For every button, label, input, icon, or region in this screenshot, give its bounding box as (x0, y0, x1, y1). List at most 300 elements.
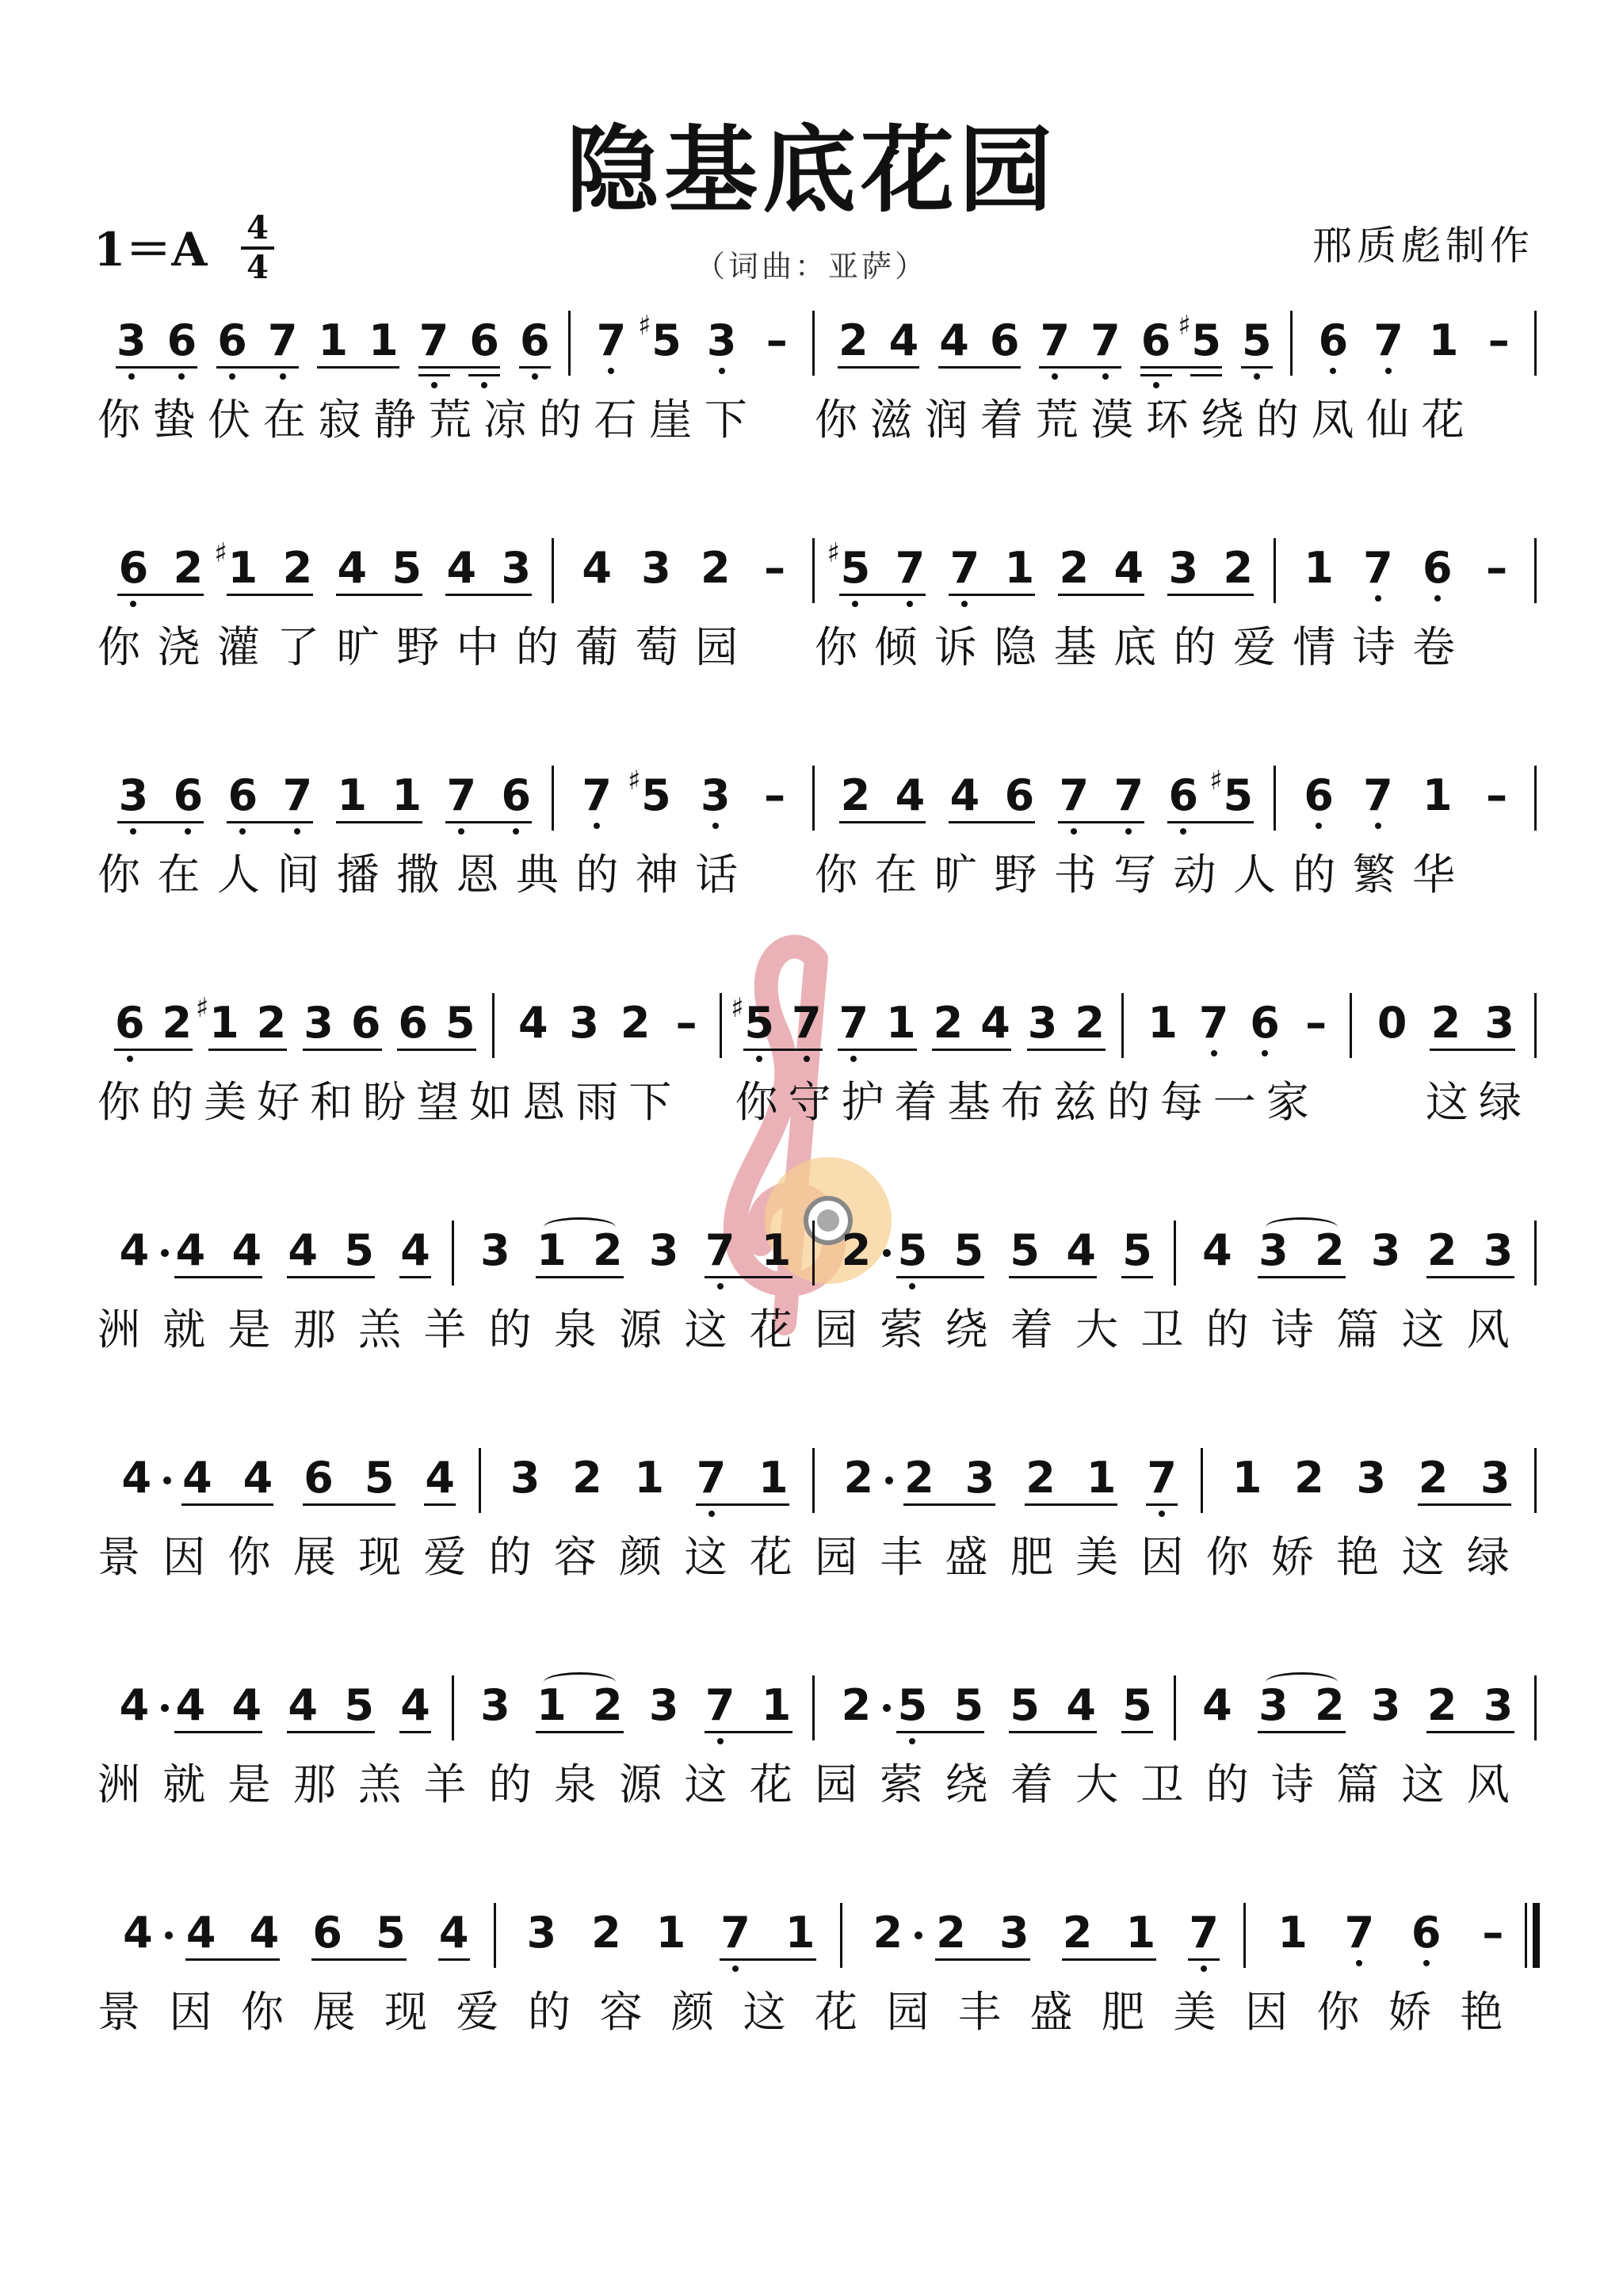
underline-beam-second (418, 374, 450, 376)
lyric-char: 绕 (945, 1305, 988, 1354)
underline-beam (838, 1049, 917, 1051)
note-digit: 2 (933, 998, 964, 1048)
underline-beam (227, 594, 313, 596)
lower-octave-dot (1071, 828, 1077, 835)
dash-extension: – (1486, 543, 1508, 593)
lyric-char: 恩 (522, 1077, 566, 1127)
note-digit: 1 (1304, 543, 1334, 593)
lyric-char: 篇 (1336, 1305, 1380, 1354)
note-digit: 6 (114, 998, 145, 1048)
lyric-char: 基 (1053, 622, 1097, 672)
note-digit: 2 (1059, 543, 1090, 593)
underline-beam (287, 1731, 375, 1733)
lyric-char: 大 (1075, 1759, 1119, 1809)
underline-beam (705, 1276, 792, 1278)
note-digit: 3 (700, 770, 731, 820)
lyric-char: 展 (292, 1532, 336, 1582)
note-digit: 5 (344, 1680, 374, 1730)
lyric-char: 花 (749, 1532, 792, 1582)
note-digit: 4 (185, 1908, 216, 1958)
underline-beam (938, 366, 1021, 369)
lyric-char: 你 (97, 395, 140, 445)
lyric-char: 情 (1293, 622, 1336, 672)
lyric-char: 恩 (456, 850, 499, 900)
note-digit: 3 (116, 315, 147, 365)
note-digit: 7 (1090, 315, 1121, 365)
note-digit: 3 (1027, 998, 1058, 1048)
lower-octave-dot (513, 828, 519, 835)
note-digit: 1 (1232, 1453, 1262, 1503)
lower-octave-dot (907, 601, 913, 607)
note-digit: 5 (1191, 315, 1221, 365)
note-digit: 1 (1428, 315, 1459, 365)
underline-beam (287, 1276, 375, 1278)
lyric-char: 花 (1421, 395, 1465, 445)
note-digit: 4 (242, 1453, 273, 1503)
note-digit: 4 (182, 1453, 212, 1503)
underline-beam (1426, 1731, 1514, 1733)
underline-beam (336, 594, 422, 596)
underline-beam (720, 1958, 816, 1961)
lyric-char: 是 (227, 1759, 271, 1809)
underline-beam (932, 1049, 1011, 1051)
lower-octave-dot (1153, 382, 1159, 388)
note-digit: 2 (282, 543, 313, 593)
lyric-char: 的 (528, 1987, 571, 2037)
note-digit: 4 (121, 1453, 152, 1503)
slur-arc (1266, 1672, 1338, 1692)
underline-beam (174, 1276, 262, 1278)
note-digit: 4 (175, 1680, 206, 1730)
note-digit: 1 (1277, 1908, 1308, 1958)
lyric-char: 护 (841, 1077, 884, 1127)
lyric-char: 艳 (1336, 1532, 1380, 1582)
barline (452, 1675, 454, 1740)
dash-extension: – (764, 543, 786, 593)
note-digit: 6 (173, 770, 204, 820)
note-digit: 6 (398, 998, 428, 1048)
note-digit: 5 (651, 315, 682, 365)
lower-octave-dot (185, 828, 191, 835)
underline-beam (116, 366, 198, 369)
lyric-char: 雨 (575, 1077, 619, 1127)
note-digit: 3 (1258, 1680, 1289, 1730)
lyric-char: 那 (292, 1759, 336, 1809)
underline-beam (1140, 366, 1223, 369)
lyric-char: 的 (538, 395, 582, 445)
barline (1525, 1903, 1527, 1968)
note-digit: 3 (1370, 1225, 1401, 1275)
lyric-char: 下 (704, 395, 747, 445)
underline-beam (1241, 366, 1273, 369)
note-digit: 1 (785, 1908, 815, 1958)
augmentation-dot (163, 1477, 171, 1484)
note-digit: 3 (304, 998, 334, 1048)
note-digit: 6 (118, 543, 149, 593)
lyric-char: 葡 (575, 622, 619, 672)
sharp-accidental: ♯ (1209, 765, 1223, 797)
lyric-char: 话 (695, 850, 739, 900)
note-digit: 2 (1426, 1680, 1457, 1730)
lyric-char: 在 (262, 395, 306, 445)
barline (1534, 538, 1537, 603)
augmentation-dot (883, 1249, 891, 1257)
barline (1534, 1221, 1537, 1286)
note-digit: 3 (706, 315, 737, 365)
lyric-char: 绿 (1466, 1532, 1510, 1582)
lyric-char: 的 (1205, 1759, 1249, 1809)
lyric-char: 花 (815, 1987, 857, 2037)
lyric-char: 因 (162, 1532, 206, 1582)
lyric-char: 诗 (1270, 1305, 1314, 1354)
lower-octave-dot (850, 1056, 857, 1062)
lyric-char: 这 (684, 1305, 727, 1354)
lyric-char: 神 (635, 850, 678, 900)
lyric-char: 下 (628, 1077, 672, 1127)
note-digit: 6 (1004, 770, 1035, 820)
note-digit: 4 (1202, 1225, 1232, 1275)
barline (1534, 766, 1537, 831)
note-digit: 7 (1147, 1453, 1177, 1503)
note-digit: 1 (318, 315, 349, 365)
lyric-char: 风 (1466, 1305, 1510, 1354)
underline-beam (303, 1049, 382, 1051)
note-digit: 4 (888, 315, 919, 365)
note-digit: 7 (1344, 1908, 1375, 1958)
augmentation-dot (885, 1477, 893, 1484)
lyric-char: 的 (488, 1532, 532, 1582)
note-digit: 2 (256, 998, 287, 1048)
note-digit: 2 (1294, 1453, 1324, 1503)
barline (552, 766, 554, 831)
lyric-char: 大 (1075, 1305, 1119, 1354)
note-digit: 5 (1122, 1225, 1152, 1275)
lower-octave-dot (127, 1056, 133, 1062)
lyric-char: 了 (277, 622, 320, 672)
underline-beam (1146, 1503, 1178, 1506)
lyric-char: 着 (1010, 1305, 1053, 1354)
lyric-char: 你 (815, 622, 857, 672)
barline (720, 993, 722, 1058)
note-digit: 7 (1113, 770, 1144, 820)
underline-beam (418, 366, 501, 369)
note-digit: 5 (897, 1225, 928, 1275)
lyric-char: 丰 (958, 1987, 1001, 2037)
lyric-char: 动 (1173, 850, 1216, 900)
underline-beam (311, 1958, 407, 1961)
lyric-char: 的 (151, 1077, 194, 1127)
note-digit: 6 (350, 998, 381, 1048)
note-digit: 2 (840, 770, 871, 820)
lyric-char: 你 (735, 1077, 778, 1127)
note-digit: 2 (843, 1453, 874, 1503)
lyric-char: 写 (1113, 850, 1157, 900)
underline-beam (1062, 1958, 1157, 1961)
lyric-char: 基 (947, 1077, 991, 1127)
lyric-char: 那 (292, 1305, 336, 1354)
lyric-char: 这 (684, 1532, 727, 1582)
lyric-char: 环 (1145, 395, 1189, 445)
lyric-char: 羊 (423, 1305, 467, 1354)
underline-beam (839, 594, 926, 596)
note-digit: 3 (964, 1453, 995, 1503)
note-digit: 4 (1113, 543, 1144, 593)
underline-beam (903, 1503, 996, 1506)
lyric-char: 凤 (1311, 395, 1354, 445)
underline-beam (705, 1731, 792, 1733)
underline-beam (1009, 1276, 1097, 1278)
barline (840, 1903, 842, 1968)
lyric-char: 布 (1000, 1077, 1044, 1127)
augmentation-dot (165, 1931, 173, 1939)
underline-beam (181, 1503, 274, 1506)
underline-beam (519, 366, 551, 369)
lower-octave-dot (458, 828, 464, 835)
augmentation-dot (161, 1704, 169, 1712)
underline-beam (949, 821, 1035, 823)
note-digit: 1 (1148, 998, 1178, 1048)
lyric-char: 因 (169, 1987, 212, 2037)
lower-octave-dot (1211, 1050, 1217, 1056)
lyric-char: 你 (1205, 1532, 1249, 1582)
lyric-char: 你 (241, 1987, 284, 2037)
lyric-char: 爱 (456, 1987, 499, 2037)
barline (812, 1675, 815, 1740)
lyric-char: 你 (815, 850, 857, 900)
barline (1174, 1675, 1176, 1740)
lyric-char: 隐 (994, 622, 1037, 672)
lyric-char: 着 (1010, 1759, 1053, 1809)
lower-octave-dot (1375, 823, 1381, 829)
underline-beam (1167, 821, 1254, 823)
underline-beam (445, 594, 532, 596)
note-digit: 6 (1422, 543, 1453, 593)
lower-octave-dot (481, 382, 487, 388)
note-digit: 7 (1189, 1908, 1219, 1958)
note-digit: 7 (418, 315, 449, 365)
note-digit: 2 (841, 1225, 872, 1275)
lyric-char: 你 (97, 1077, 140, 1127)
lyric-char: 卫 (1140, 1759, 1184, 1809)
note-digit: 4 (949, 770, 980, 820)
lyric-char: 每 (1159, 1077, 1203, 1127)
lower-octave-dot (732, 1966, 739, 1972)
barline (1534, 1675, 1537, 1740)
lyric-char: 景 (97, 1532, 140, 1582)
note-digit: 5 (445, 998, 475, 1048)
note-digit: 7 (1059, 770, 1090, 820)
lower-octave-dot (719, 368, 725, 374)
lyric-char: 一 (1212, 1077, 1256, 1127)
underline-beam-second (468, 374, 500, 376)
underline-beam (1121, 1276, 1153, 1278)
lyric-char: 这 (1401, 1532, 1445, 1582)
augmentation-dot (915, 1931, 922, 1939)
note-digit: 2 (841, 1680, 872, 1730)
note-digit: 4 (446, 543, 477, 593)
lyric-char: 篇 (1336, 1759, 1380, 1809)
lower-octave-dot (1254, 373, 1260, 380)
note-digit: 7 (282, 770, 313, 820)
underline-beam (117, 821, 204, 823)
lyric-char: 花 (749, 1759, 792, 1809)
note-digit: 1 (1125, 1908, 1156, 1958)
lyric-char: 肥 (1102, 1987, 1144, 2037)
note-digit: 4 (582, 543, 612, 593)
note-digit: 7 (705, 1225, 735, 1275)
lyric-char: 守 (788, 1077, 831, 1127)
lyric-char: 伏 (208, 395, 251, 445)
underline-beam (336, 821, 422, 823)
lyric-char: 就 (162, 1305, 206, 1354)
note-digit: 2 (620, 998, 651, 1048)
lower-octave-dot (756, 1056, 762, 1062)
underline-beam (317, 366, 399, 369)
note-digit: 4 (175, 1225, 206, 1275)
lyric-char: 肥 (1010, 1532, 1053, 1582)
note-digit: 6 (1168, 770, 1199, 820)
note-digit: 6 (227, 770, 258, 820)
lower-octave-dot (1356, 1960, 1362, 1966)
note-digit: 7 (1363, 770, 1393, 820)
lyric-char: 人 (1232, 850, 1276, 900)
lyric-char: 盛 (945, 1532, 988, 1582)
note-digit: 7 (1040, 315, 1071, 365)
lyric-char: 美 (1075, 1532, 1119, 1582)
underline-beam (227, 821, 313, 823)
note-digit: 3 (1370, 1680, 1401, 1730)
dash-extension: – (764, 770, 786, 820)
note-digit: 4 (119, 1225, 150, 1275)
lyric-char: 荒 (1035, 395, 1079, 445)
lyric-char: 着 (894, 1077, 938, 1127)
note-digit: 7 (446, 770, 477, 820)
lyric-char: 羊 (423, 1759, 467, 1809)
note-digit: 5 (641, 770, 671, 820)
lyric-char: 爱 (423, 1532, 467, 1582)
underline-beam (1039, 366, 1121, 369)
lyric-char: 花 (749, 1305, 792, 1354)
lower-octave-dot (1330, 368, 1336, 374)
note-digit: 4 (400, 1225, 430, 1275)
lower-octave-dot (178, 373, 185, 380)
note-digit: 6 (1140, 315, 1171, 365)
lyric-char: 羔 (358, 1305, 402, 1354)
note-digit: 5 (344, 1225, 374, 1275)
lower-octave-dot (1201, 1966, 1207, 1972)
sharp-accidental: ♯ (195, 992, 209, 1024)
lyric-char: 华 (1412, 850, 1456, 900)
lyric-char: 在 (874, 850, 918, 900)
underline-beam (896, 1731, 984, 1733)
note-digit: 1 (1004, 543, 1035, 593)
lyric-char: 诗 (1352, 622, 1396, 672)
note-digit: 6 (469, 315, 499, 365)
barline (494, 1903, 496, 1968)
lyric-char: 这 (1401, 1759, 1445, 1809)
note-digit: 2 (591, 1908, 621, 1958)
slur-arc (544, 1672, 616, 1692)
underline-beam (438, 1958, 470, 1961)
note-digit: 5 (1242, 315, 1272, 365)
note-digit: 2 (162, 998, 193, 1048)
note-digit: 5 (1122, 1680, 1152, 1730)
note-digit: 6 (1250, 998, 1280, 1048)
note-digit: 7 (582, 770, 612, 820)
lower-octave-dot (128, 373, 135, 380)
lower-octave-dot (804, 1056, 810, 1062)
barline (1534, 311, 1537, 376)
lyric-char: 的 (1205, 1305, 1249, 1354)
note-digit: 3 (526, 1908, 557, 1958)
lyric-char: 美 (204, 1077, 247, 1127)
underline-beam (935, 1958, 1030, 1961)
lyric-char: 因 (1140, 1532, 1184, 1582)
barline (552, 538, 554, 603)
underline-beam (1027, 1049, 1106, 1051)
note-digit: 4 (517, 998, 548, 1048)
lyric-char: 你 (1316, 1987, 1360, 2037)
barline (1274, 766, 1276, 831)
note-digit: 0 (1377, 998, 1407, 1048)
lyric-char: 颜 (671, 1987, 714, 2037)
note-digit: 6 (312, 1908, 342, 1958)
lyric-char: 兹 (1053, 1077, 1097, 1127)
lyric-char: 繁 (1352, 850, 1396, 900)
note-digit: 3 (1168, 543, 1199, 593)
underline-beam (1058, 821, 1144, 823)
note-digit: 6 (304, 1453, 334, 1503)
lyric-char: 荒 (428, 395, 472, 445)
lower-octave-dot (909, 1738, 915, 1744)
lower-octave-dot (717, 1738, 724, 1744)
barline (1290, 311, 1293, 376)
producer-credit: 邢质彪制作 (1312, 223, 1534, 269)
note-digit: 1 (369, 315, 399, 365)
dash-extension: – (1486, 770, 1508, 820)
lyric-char: 洲 (97, 1759, 140, 1809)
note-digit: 3 (480, 1680, 510, 1730)
note-digit: 2 (904, 1453, 934, 1503)
time-signature-bottom: 4 (246, 249, 269, 286)
lyric-char: 源 (619, 1759, 663, 1809)
lyric-char: 蛰 (152, 395, 196, 445)
lyric-char: 这 (1425, 1077, 1468, 1127)
underline-beam (896, 1276, 984, 1278)
note-digit: 4 (288, 1680, 318, 1730)
note-digit: 4 (119, 1680, 150, 1730)
lyric-char: 丰 (880, 1532, 923, 1582)
note-digit: 4 (249, 1908, 280, 1958)
note-digit: 2 (936, 1908, 966, 1958)
barline (1534, 993, 1537, 1058)
note-digit: 3 (1356, 1453, 1387, 1503)
lyric-char: 倾 (874, 622, 918, 672)
note-digit: 7 (838, 998, 869, 1048)
underline-beam (397, 1049, 476, 1051)
sharp-accidental: ♯ (214, 537, 227, 569)
barline (1274, 538, 1276, 603)
lyric-char: 寂 (318, 395, 361, 445)
note-digit: 6 (989, 315, 1020, 365)
lyric-char: 园 (815, 1305, 857, 1354)
lyric-char: 野 (396, 622, 440, 672)
lower-octave-dot (1316, 823, 1322, 829)
note-digit: 2 (1075, 998, 1105, 1048)
lyric-char: 园 (886, 1987, 930, 2037)
note-digit: 7 (596, 315, 627, 365)
note-digit: 5 (1223, 770, 1254, 820)
